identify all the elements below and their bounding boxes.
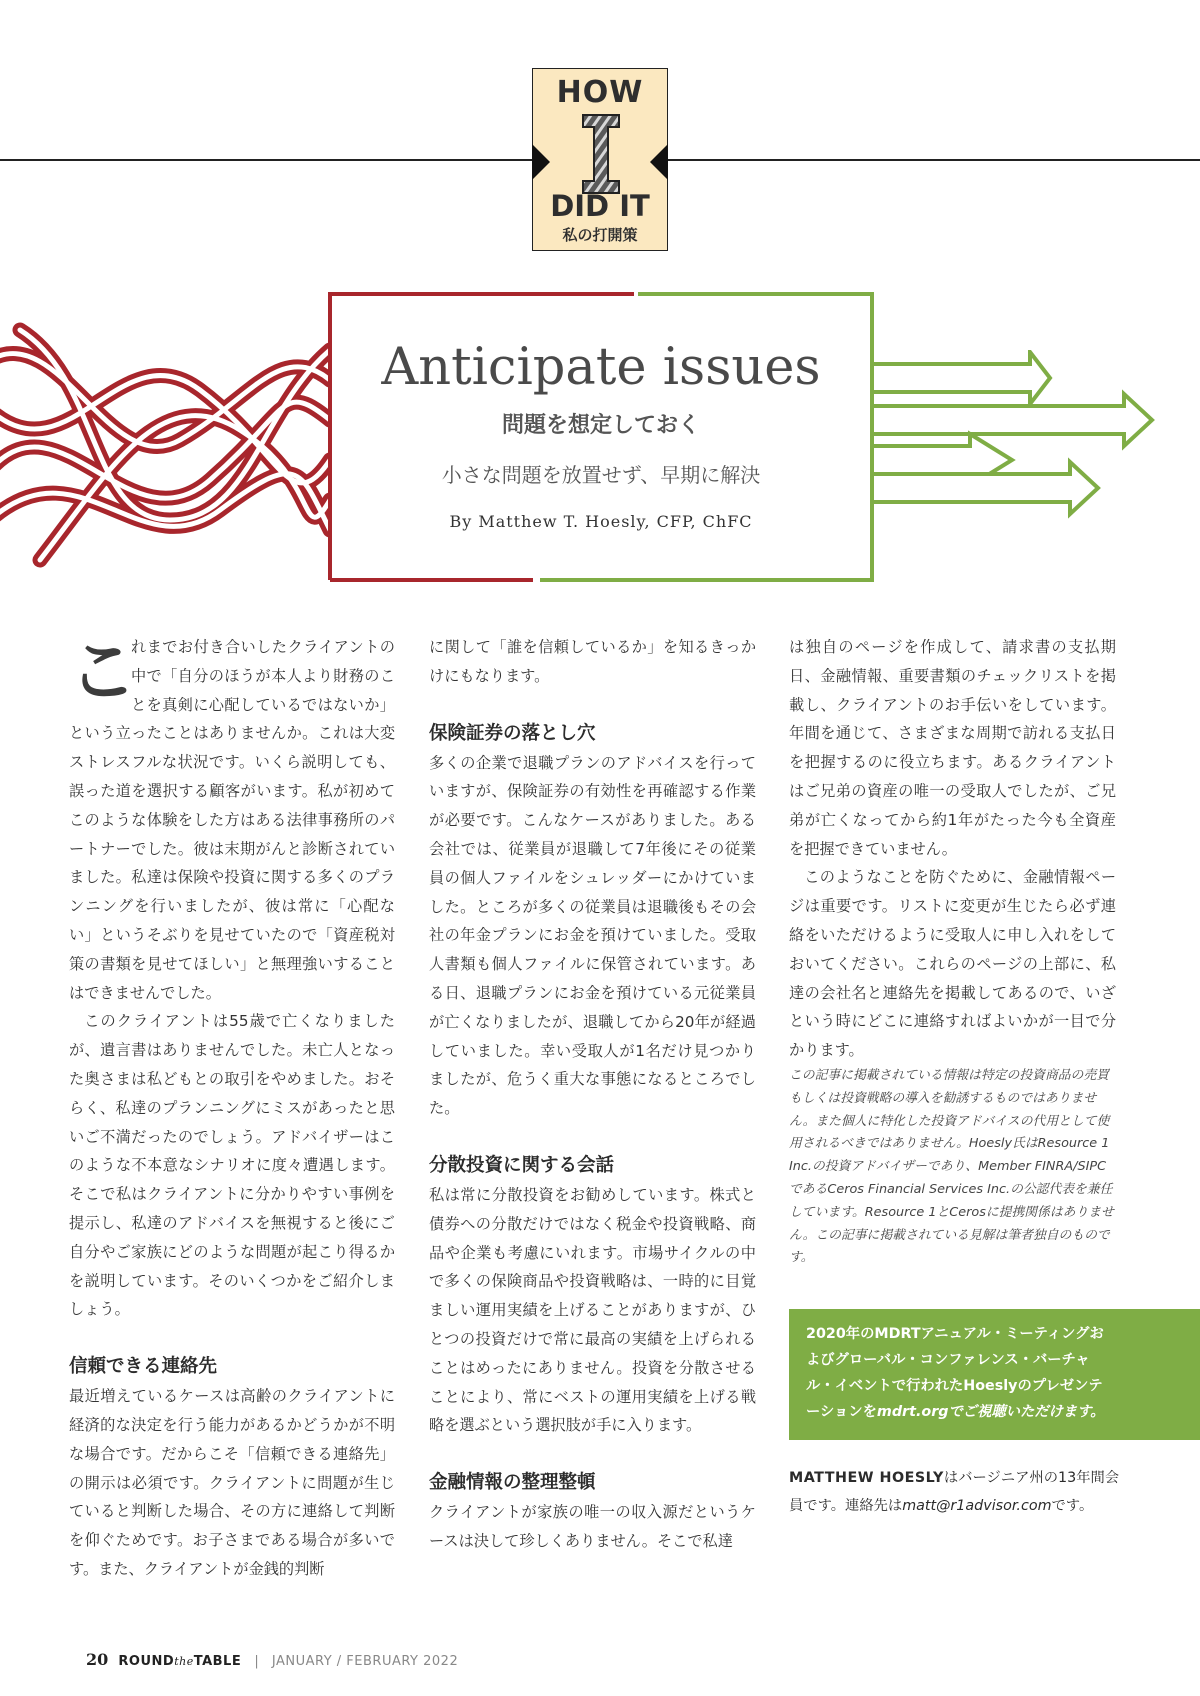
badge-did-it: DID IT	[550, 189, 650, 223]
paragraph: このクライアントは55歳で亡くなりましたが、遺言書はありませんでした。未亡人となった奥さまは私どもとの取引をやめました。おそらく、私達のプランニングにミスがあったと思いご不満だったのでしょう。アドバイザーはこのような不本意なシナリオに度々遭遇します。そこで私はクライアントに分かりやすい事例を提示し、私達のアドバイスを無視すると後にご自分やご家族にどのような問題が起こり得るかを説明しています。そのいくつかをご紹介しましょう。	[69, 1012, 395, 1319]
green-arrows-illustration	[872, 350, 1162, 520]
paragraph: 多くの企業で退職プランのアドバイスを行っていますが、保険証券の有効性を再確認する作業が必要です。こんなケースがありました。ある会社では、従業員が退職して7年後にその従業員の個人ファイルをシュレッダーにかけていました。ところが多くの従業員は退職後もその会社の年金プランにお金を預けていました。受取人書類も個人ファイルに保管されています。ある日、退職プランにお金を預けている元従業員が亡くなりましたが、退職してから20年が経過していました。幸い受取人が1名だけ見つかりましたが、危うく重大な事態になるところでした。	[429, 753, 756, 1118]
badge-how: HOW	[556, 75, 644, 110]
footer-separator: |	[254, 1654, 259, 1669]
author-name: MATTHEW HOESLY	[789, 1470, 944, 1486]
body-column-1	[69, 633, 395, 1584]
promo-body: 2020年のMDRTアニュアル・ミーティングおよびグローバル・コンファレンス・バーチャル・イベントで行われたHoeslyのプレゼンテーションを	[806, 1326, 1104, 1420]
paragraph: 私は常に分散投資をお勧めしています。株式と債券への分散だけではなく税金や投資戦略、商品や企業も考慮にいれます。市場サイクルの中で多くの保険商品や投資戦略は、一時的に目覚ましい運用実績を上げることがありますが、ひとつの投資だけで常に最高の実績を上げられることはめったにありません。投資を分散させることにより、常にベストの運用実績を上げる戦略を選ぶという選択肢が手に入ります。	[429, 1185, 757, 1435]
paragraph: 最近増えているケースは高齢のクライアントに経済的な決定を行う能力があるかどうかが不明な場合です。だからこそ「信頼できる連絡先」の開示は必須です。クライアントに問題が生じていると判断した場合、その方に連絡して判断を仰ぐためです。お子さまである場合が多いです。また、クライアントが金銭的判断	[69, 1387, 395, 1578]
page-number: 20	[86, 1650, 109, 1669]
badge-japanese: 私の打開策	[562, 226, 638, 244]
badge-notch-right	[650, 144, 668, 180]
section-heading: 金融情報の整理整頓	[429, 1472, 596, 1494]
section-heading: 分散投資に関する会話	[429, 1154, 615, 1176]
paragraph: クライアントが家族の唯一の収入源だというケースは決して珍しくありません。そこで私達	[429, 1503, 756, 1550]
paragraph: このようなことを防ぐために、金融情報ページは重要です。リストに変更が生じたら必ず連絡をいただけるように受取人に申し入れをしておいてください。これらのページの上部に、私達の会社名と連絡先を掲載してあるので、いざという時にどこに連絡すればよいかが一目で分かります。	[789, 868, 1116, 1060]
author-bio	[789, 1464, 1129, 1520]
striped-i-icon	[581, 113, 621, 195]
page-footer	[86, 1650, 458, 1669]
magazine-name: ROUNDtheTABLE	[118, 1654, 242, 1669]
how-i-did-it-badge	[532, 68, 668, 251]
author-email[interactable]: matt@r1advisor.com	[902, 1498, 1052, 1514]
article-title: Anticipate issues	[381, 338, 821, 397]
body-column-3	[789, 633, 1116, 1270]
paragraph: は独自のページを作成して、請求書の支払期日、金融情報、重要書類のチェックリストを掲載し、クライアントのお手伝いをしています。年間を通じて、さまざまな周期で訪れる支払日を把握するのに役立ちます。あるクライアントはご兄弟の資産の唯一の受取人でしたが、ご兄弟が亡くなってから約1年がたった今も全資産を把握できていません。	[789, 638, 1116, 858]
issue-date: JANUARY / FEBRUARY 2022	[271, 1654, 459, 1669]
drop-cap: こ	[69, 633, 138, 712]
article-tagline: 小さな問題を放置せず、早期に解決	[441, 463, 761, 487]
badge-notch-left	[532, 144, 550, 180]
bio-text: はバージニア州の13年間会員です。連絡先は	[789, 1470, 1120, 1514]
bio-text-end: です。	[1051, 1498, 1094, 1514]
article-subtitle: 問題を想定しておく	[501, 413, 700, 438]
promo-link[interactable]: mdrt.orgでご視聴いただけます。	[876, 1404, 1105, 1420]
promo-text	[806, 1321, 1106, 1425]
tangled-ropes-illustration	[0, 320, 330, 570]
section-heading: 信頼できる連絡先	[69, 1356, 218, 1378]
section-heading: 保険証券の落とし穴	[429, 722, 596, 744]
intro-paragraph: れまでお付き合いしたクライアントの中で「自分のほうが本人より財務のことを真剣に心配しているではないか」という立ったことはありませんか。これは大変ストレスフルな状況です。いくら説明しても、誤った道を選択する顧客がいます。私が初めてこのような体験をした方はある法律事務所のパートナーでした。彼は末期がんと診断されていました。私達は保険や投資に関する多くのプランニングを行いましたが、彼は常に「心配ない」というそぶりを見せていたので「資産税対策の書類を見せてほしい」と無理強いすることはできませんでした。	[69, 638, 395, 1002]
body-column-2	[429, 633, 756, 1556]
article-byline: By Matthew T. Hoesly, CFP, ChFC	[449, 512, 753, 531]
paragraph: に関して「誰を信頼しているか」を知るきっかけにもなります。	[429, 638, 756, 685]
disclaimer: この記事に掲載されている情報は特定の投資商品の売買もしくは投資戦略の導入を勧誘するものではありません。また個人に特化した投資アドバイスの代用として使用されるべきではありません。Hoesly氏はResource 1 Inc.の投資アドバイザーであり、Member FINRA/SIPCであるCeros Financial Services Inc.の公認代表を兼任しています。Resource 1とCerosに提携関係はありません。この記事に掲載されている見解は筆者独自のものです。	[789, 1067, 1114, 1266]
